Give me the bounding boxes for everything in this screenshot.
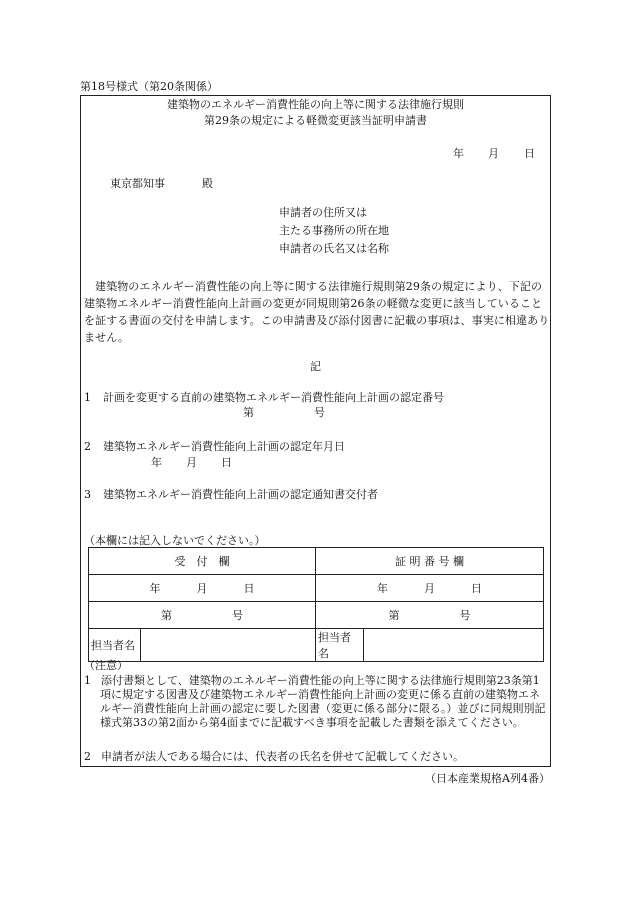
item-1-text: 計画を変更する直前の建築物エネルギー消費性能向上計画の認定番号 [103, 391, 444, 404]
ki-heading: 記 [310, 360, 321, 373]
reception-month: 月 [196, 582, 208, 595]
table-row [89, 602, 544, 629]
certificate-number-prefix: 第 [388, 609, 400, 622]
applicant-address-label-2: 主たる事務所の所在地 [279, 224, 389, 237]
date-day: 日 [524, 147, 535, 160]
certificate-number-header: 証 明 番 号 欄 [316, 548, 544, 575]
reception-header: 受 付 欄 [89, 548, 316, 575]
note-1-number: 1 [84, 674, 91, 687]
notes-heading: （注意） [84, 659, 128, 672]
form-frame [80, 95, 551, 767]
item-2-month: 月 [186, 456, 197, 469]
reception-number-suffix: 号 [232, 609, 243, 622]
certificate-day: 日 [471, 582, 482, 595]
date-year: 年 [453, 147, 464, 160]
table-row [89, 548, 544, 575]
certificate-person-label: 担当者名 [316, 629, 364, 662]
addressee-name: 東京都知事 [110, 177, 165, 190]
note-1 [84, 674, 550, 730]
item-2-text: 建築物エネルギー消費性能向上計画の認定年月日 [103, 440, 345, 453]
item-1-prefix: 第 [243, 406, 254, 419]
paper-size-footer: （日本産業規格A列4番） [425, 772, 550, 785]
form-number: 第18号様式（第20条関係） [80, 80, 218, 93]
title-line-1: 建築物のエネルギー消費性能の向上等に関する法律施行規則 [167, 98, 464, 111]
reception-year: 年 [149, 582, 161, 595]
item-3-text: 建築物エネルギー消費性能向上計画の認定通知書交付者 [103, 488, 378, 501]
certificate-date-cell [316, 575, 544, 602]
office-use-note: （本欄には記入しないでください。） [84, 534, 266, 547]
item-1-number: 1 [84, 391, 91, 404]
addressee-honorific: 殿 [202, 177, 213, 190]
note-1-text: 添付書類として、建築物のエネルギー消費性能の向上等に関する法律施行規則第23条第1項に規定する図書及び建築物エネルギー消費性能向上計画の変更に係る直前の建築物エネルギー消費性能向上計画の認定に要した図書（変更に係る部分に限る。）並びに同規則別記様式第33の第2面から第4面までに記載すべき事項を記載した書類を添えてください。 [100, 674, 546, 729]
applicant-address-label-1: 申請者の住所又は [279, 206, 367, 219]
item-2-year: 年 [151, 456, 162, 469]
certificate-month: 月 [424, 582, 435, 595]
certificate-number-suffix: 号 [459, 609, 471, 622]
reception-day: 日 [243, 582, 255, 595]
title-line-2: 第29条の規定による軽微変更該当証明申請書 [204, 114, 427, 127]
office-use-table [88, 547, 544, 662]
item-2-day: 日 [221, 456, 232, 469]
certificate-year: 年 [377, 582, 388, 595]
note-2 [84, 750, 550, 764]
reception-date-cell [89, 575, 316, 602]
applicant-name-label: 申請者の氏名又は名称 [279, 242, 389, 255]
reception-person-label: 担当者名 [89, 629, 141, 662]
note-2-text: 申請者が法人である場合には、代表者の氏名を併せて記載してください。 [101, 750, 464, 763]
certificate-person-value [364, 629, 544, 662]
reception-number-prefix: 第 [161, 609, 172, 622]
item-1-suffix: 号 [314, 406, 325, 419]
reception-number-cell [89, 602, 316, 629]
certificate-number-cell [316, 602, 544, 629]
item-3-number: 3 [84, 488, 91, 501]
table-row [89, 629, 544, 662]
table-row [89, 575, 544, 602]
application-statement: 建築物のエネルギー消費性能の向上等に関する法律施行規則第29条の規定により、下記の建築物エネルギー消費性能向上計画の変更が同規則第26条の軽微な変更に該当していることを証する書面の交付を申請します。この申請書及び添付図書に記載の事項は、事実に相違ありません。 [84, 280, 550, 344]
reception-person-value [141, 629, 316, 662]
date-month: 月 [488, 147, 499, 160]
note-2-number: 2 [84, 750, 91, 763]
item-2-number: 2 [84, 440, 91, 453]
